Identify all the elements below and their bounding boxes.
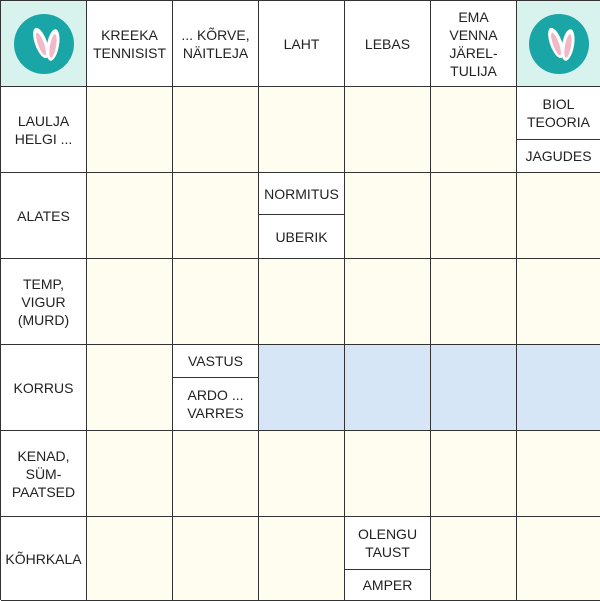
answer-cell-r4c5[interactable] bbox=[431, 345, 517, 431]
split-clue-r2c3 bbox=[259, 173, 345, 259]
clue-left-1: LAULJA HELGI ... bbox=[1, 87, 87, 173]
clue-top-3: LAHT bbox=[259, 1, 345, 87]
answer-cell-r5c1[interactable] bbox=[87, 431, 173, 517]
clue-left-3: TEMP, VIGUR (MURD) bbox=[1, 259, 87, 345]
clue-left-4: KORRUS bbox=[1, 345, 87, 431]
clue-top-4: LEBAS bbox=[345, 1, 431, 87]
logo-right bbox=[517, 1, 600, 87]
clue-left-2: ALATES bbox=[1, 173, 87, 259]
clue-left-6: KÕHRKALA bbox=[1, 517, 87, 601]
logo-left bbox=[1, 1, 87, 87]
answer-cell-r1c2[interactable] bbox=[173, 87, 259, 173]
answer-cell-r1c3[interactable] bbox=[259, 87, 345, 173]
answer-cell-r2c5[interactable] bbox=[431, 173, 517, 259]
answer-cell-r5c2[interactable] bbox=[173, 431, 259, 517]
clue-top-5: EMA VENNA JÄREL- TULIJA bbox=[431, 1, 517, 87]
answer-cell-r2c1[interactable] bbox=[87, 173, 173, 259]
answer-cell-r6c5[interactable] bbox=[431, 517, 517, 601]
answer-cell-r5c4[interactable] bbox=[345, 431, 431, 517]
answer-cell-r3c1[interactable] bbox=[87, 259, 173, 345]
clue-inner-r6c4-bottom: AMPER bbox=[362, 577, 413, 593]
clue-inner-r6c4-top: OLENGU TAUST bbox=[345, 517, 430, 570]
bunny-ears-icon bbox=[528, 13, 590, 75]
answer-cell-r3c2[interactable] bbox=[173, 259, 259, 345]
answer-cell-r1c5[interactable] bbox=[431, 87, 517, 173]
answer-cell-r6c3[interactable] bbox=[259, 517, 345, 601]
split-clue-r4c2 bbox=[173, 345, 259, 431]
clue-inner-r4c2-bottom: ARDO ... VARRES bbox=[187, 387, 244, 421]
answer-cell-r3c3[interactable] bbox=[259, 259, 345, 345]
clue-top-1: KREEKA TENNISIST bbox=[87, 1, 173, 87]
answer-cell-r6c2[interactable] bbox=[173, 517, 259, 601]
answer-cell-r2c2[interactable] bbox=[173, 173, 259, 259]
answer-cell-r5c6[interactable] bbox=[517, 431, 600, 517]
answer-cell-r3c6[interactable] bbox=[517, 259, 600, 345]
answer-cell-r1c1[interactable] bbox=[87, 87, 173, 173]
answer-cell-r5c3[interactable] bbox=[259, 431, 345, 517]
answer-cell-r3c5[interactable] bbox=[431, 259, 517, 345]
answer-cell-r1c4[interactable] bbox=[345, 87, 431, 173]
answer-cell-r4c3[interactable] bbox=[259, 345, 345, 431]
answer-cell-r6c6[interactable] bbox=[517, 517, 600, 601]
answer-cell-r2c4[interactable] bbox=[345, 173, 431, 259]
clue-top-2: ... KÕRVE, NÄITLEJA bbox=[173, 1, 259, 87]
bunny-ears-icon bbox=[13, 13, 75, 75]
clue-inner-r1c6-top: BIOL TEOORIA bbox=[517, 87, 600, 140]
clue-inner-r4c2-top: VASTUS bbox=[173, 345, 258, 378]
answer-cell-r4c6[interactable] bbox=[517, 345, 600, 431]
split-clue-r6c4 bbox=[345, 517, 431, 601]
answer-cell-r4c4[interactable] bbox=[345, 345, 431, 431]
clue-inner-r1c6-bottom: JAGUDES bbox=[525, 148, 592, 164]
clue-inner-r2c3-bottom: UBERIK bbox=[275, 228, 328, 245]
answer-cell-r6c1[interactable] bbox=[87, 517, 173, 601]
answer-cell-r3c4[interactable] bbox=[345, 259, 431, 345]
answer-cell-r5c5[interactable] bbox=[431, 431, 517, 517]
answer-cell-r4c1[interactable] bbox=[87, 345, 173, 431]
clue-left-5: KENAD, SÜM- PAATSED bbox=[1, 431, 87, 517]
answer-cell-r2c6[interactable] bbox=[517, 173, 600, 259]
split-clue-r1c6 bbox=[517, 87, 600, 173]
clue-inner-r2c3-top: NORMITUS bbox=[259, 173, 344, 215]
